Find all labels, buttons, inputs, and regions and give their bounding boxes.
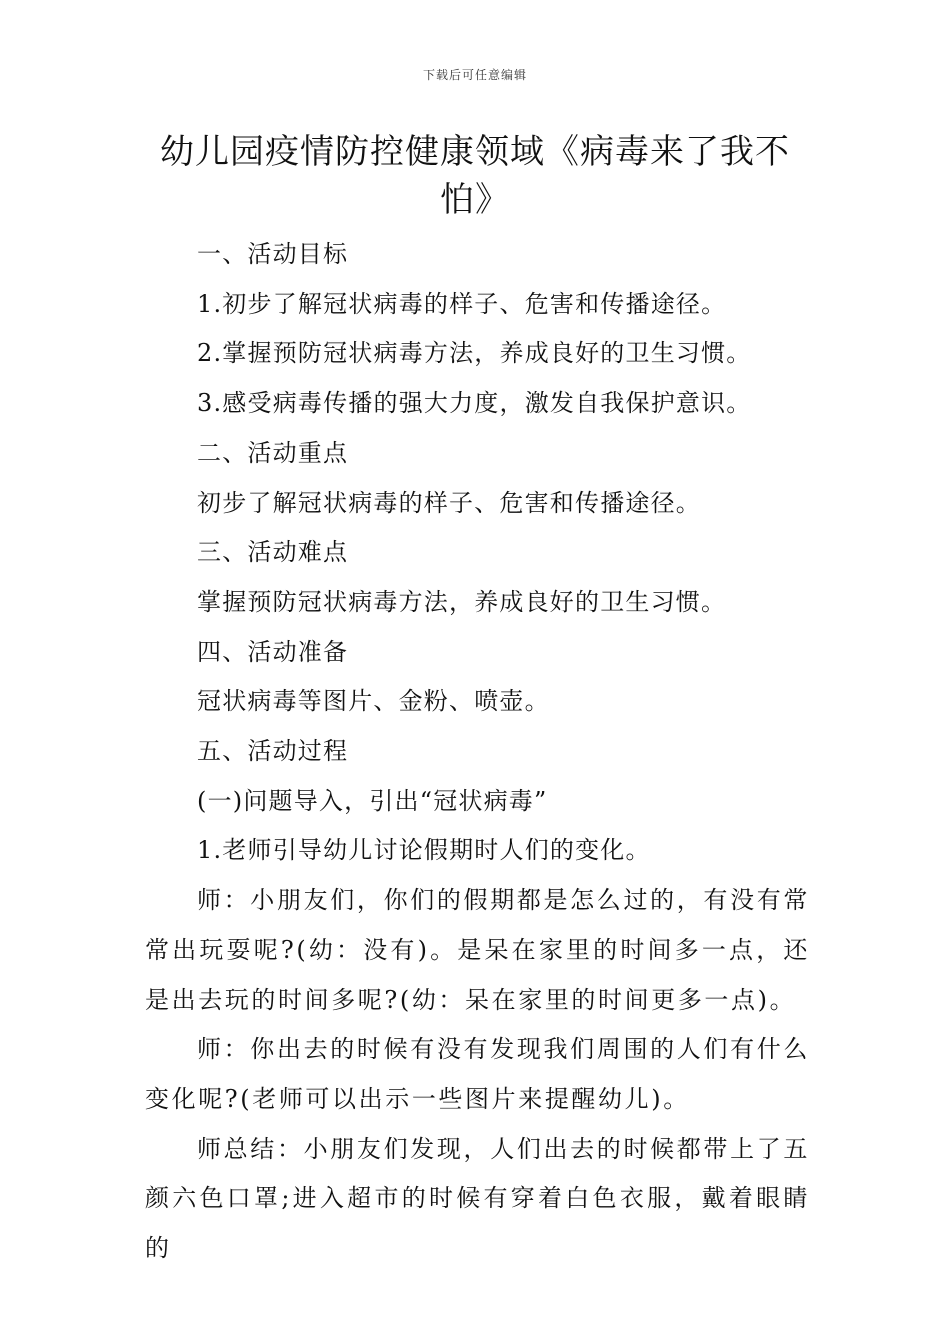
key-point-text: 初步了解冠状病毒的样子、危害和传播途径。 [197,488,701,517]
dialogue-paragraph-2: 师：你出去的时候有没有发现我们周围的人们有什么变化呢?(老师可以出示一些图片来提醒幼儿)。 [145,1035,810,1113]
section-heading-goals: 一、活动目标 [197,240,349,268]
document-body [145,230,810,1274]
section-heading-difficulties: 三、活动难点 [197,538,349,567]
page-title: 幼儿园疫情防控健康领域《病毒来了我不怕》 [160,132,790,220]
section-heading-preparation: 四、活动准备 [197,637,349,666]
difficulty-text: 掌握预防冠状病毒方法，养成良好的卫生习惯。 [197,587,727,616]
goal-item-3: 3.感受病毒传播的强大力度，激发自我保护意识。 [197,389,752,418]
dialogue-paragraph-3: 师总结：小朋友们发现，人们出去的时候都带上了五颜六色口罩;进入超市的时候有穿着白色衣服，戴着眼睛的 [145,1134,810,1263]
header-note: 下载后可任意编辑 [422,68,527,82]
process-step-1: 1.老师引导幼儿讨论假期时人们的变化。 [197,836,651,865]
goal-item-1: 1.初步了解冠状病毒的样子、危害和传播途径。 [197,289,727,318]
subsection-heading-intro: (一)问题导入，引出“冠状病毒” [197,786,548,815]
preparation-text: 冠状病毒等图片、金粉、喷壶。 [197,687,550,716]
goal-item-2: 2.掌握预防冠状病毒方法，养成良好的卫生习惯。 [197,339,752,368]
section-heading-key-points: 二、活动重点 [197,438,349,467]
section-heading-process: 五、活动过程 [197,737,349,766]
dialogue-paragraph-1: 师：小朋友们，你们的假期都是怎么过的，有没有常常出玩耍呢?(幼：没有)。是呆在家里的时间多一点，还是出去玩的时间多呢?(幼：呆在家里的时间更多一点)。 [145,886,810,1014]
